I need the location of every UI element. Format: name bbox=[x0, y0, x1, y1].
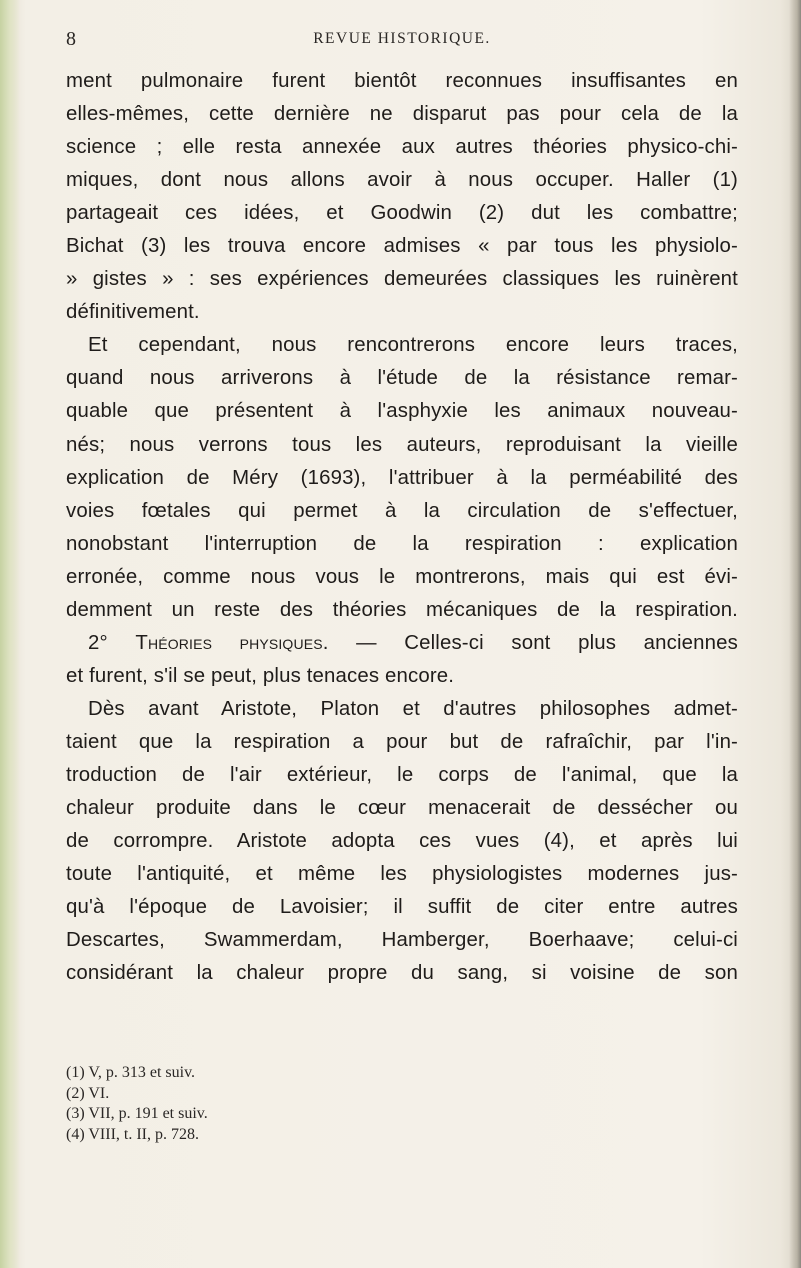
footnote: (2) VI. bbox=[66, 1084, 110, 1102]
text-line: taient que la respiration a pour but de rafraîchir, par l'in- bbox=[66, 730, 738, 753]
footnote: (4) VIII, t. II, p. 728. bbox=[66, 1125, 200, 1143]
text-line: erronée, comme nous vous le montrerons, mais qui est évi- bbox=[66, 565, 738, 588]
body-text bbox=[66, 65, 738, 990]
text-line: Bichat (3) les trouva encore admises « par tous les physiolo- bbox=[66, 235, 738, 258]
paragraph-first-line: Dès avant Aristote, Platon et d'autres philosophes admet- bbox=[88, 697, 738, 720]
text-line: ment pulmonaire furent bientôt reconnues insuffisantes en bbox=[66, 70, 738, 92]
text-line: elles-mêmes, cette dernière ne disparut pas pour cela de la bbox=[66, 103, 738, 126]
text-line: » gistes » : ses expériences demeurées classiques les ruinèrent bbox=[66, 268, 738, 291]
footnote: (3) VII, p. 191 et suiv. bbox=[66, 1105, 208, 1122]
section-heading-line bbox=[66, 627, 738, 660]
text-line: Descartes, Swammerdam, Hamberger, Boerhaave; celui-ci bbox=[66, 929, 738, 952]
section-heading: Théories physiques. bbox=[135, 631, 329, 654]
text-line: troduction de l'air extérieur, le corps de l'animal, que la bbox=[66, 763, 738, 786]
text-line: quand nous arriverons à l'étude de la résistance remar- bbox=[66, 367, 738, 390]
paragraph-first-line: Et cependant, nous rencontrerons encore leurs traces, bbox=[88, 334, 738, 357]
page-number: 8 bbox=[66, 28, 76, 50]
text-line: chaleur produite dans le cœur menacerait de dessécher ou bbox=[66, 797, 738, 820]
text-line: miques, dont nous allons avoir à nous occuper. Haller (1) bbox=[66, 169, 738, 192]
text-line: et furent, s'il se peut, plus tenaces encore. bbox=[66, 664, 455, 687]
text-line: explication de Méry (1693), l'attribuer à la perméabilité des bbox=[66, 466, 738, 489]
footnotes bbox=[66, 1063, 466, 1145]
section-heading-continuation: — Celles-ci sont plus anciennes bbox=[328, 631, 738, 654]
text-line: considérant la chaleur propre du sang, si voisine de son bbox=[66, 962, 738, 985]
footnote: (1) V, p. 313 et suiv. bbox=[66, 1064, 196, 1081]
text-line: partageait ces idées, et Goodwin (2) dut les combattre; bbox=[66, 202, 738, 225]
running-head: REVUE HISTORIQUE. bbox=[313, 30, 491, 47]
page-right-edge bbox=[789, 0, 801, 1268]
page-header bbox=[66, 28, 738, 52]
text-line: toute l'antiquité, et même les physiologistes modernes jus- bbox=[66, 863, 738, 886]
text-line: nés; nous verrons tous les auteurs, reproduisant la vieille bbox=[66, 433, 738, 456]
text-line: demment un reste des théories mécaniques de la respiration. bbox=[66, 598, 738, 621]
text-line: quable que présentent à l'asphyxie les animaux nouveau- bbox=[66, 400, 738, 423]
text-line: voies fœtales qui permet à la circulation de s'effectuer, bbox=[66, 499, 738, 522]
text-line: nonobstant l'interruption de la respiration : explication bbox=[66, 532, 738, 555]
text-line: définitivement. bbox=[66, 301, 200, 324]
text-line: de corrompre. Aristote adopta ces vues (4), et après lui bbox=[66, 830, 738, 853]
section-number: 2° bbox=[88, 631, 136, 654]
text-line: science ; elle resta annexée aux autres théories physico-chi- bbox=[66, 136, 738, 159]
text-line: qu'à l'époque de Lavoisier; il suffit de citer entre autres bbox=[66, 896, 738, 919]
page-left-edge bbox=[0, 0, 20, 1268]
